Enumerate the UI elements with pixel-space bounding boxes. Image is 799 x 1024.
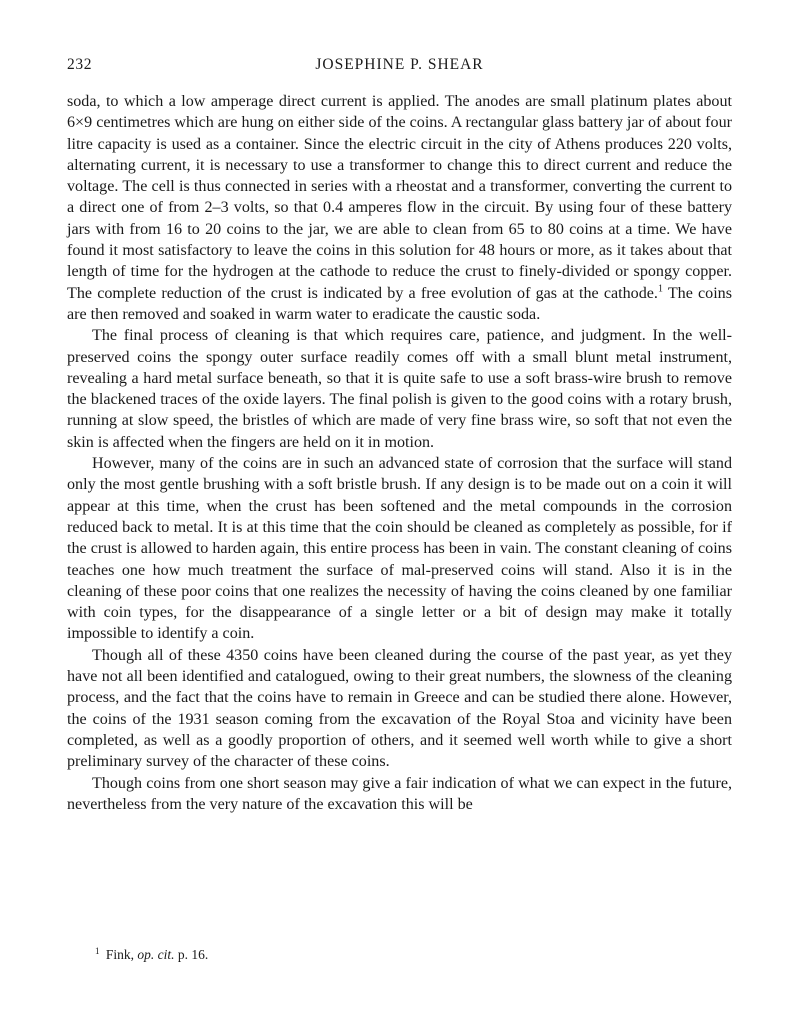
footnote — [95, 946, 208, 964]
page-number: 232 — [67, 56, 93, 73]
footnote-reference[interactable]: 1 — [657, 283, 663, 295]
paragraph-4: Though all of these 4350 coins have been cleaned during the course of the past year, as yet they have not all been identified and catalogued, owing to their great numbers, the slowness of the cleaning process, and the fact that the coins have to remain in Greece and can be studied there alone. However, the coins of the 1931 season coming from the excavation of the Royal Stoa and vicinity have been completed, as well as a goodly proportion of others, and it seemed well worth while to give a short preliminary survey of the character of these coins. — [67, 646, 732, 771]
footnote-citation: op. cit. — [137, 947, 175, 962]
running-head: JOSEPHINE P. SHEAR — [315, 56, 484, 73]
paragraph-1 — [67, 91, 732, 325]
paragraph-text-continued: The coins are then removed and soaked in warm water to eradicate the caustic soda. — [67, 284, 732, 323]
paragraph-2: The final process of cleaning is that which requires care, patience, and judgment. In the well-preserved coins the spongy outer surface readily comes off with a small blunt metal instrument, revealing a hard metal surface beneath, so that it is quite safe to use a soft brass-wire brush to remove the blackened traces of the oxide layers. The final polish is given to the good coins with a rotary brush, running at slow speed, the bristles of which are made of very fine brass wire, so soft that not even the skin is affected when the fingers are held on it in motion. — [67, 327, 732, 451]
footnote-mark: 1 — [95, 945, 100, 956]
body-text — [67, 91, 732, 815]
paragraph-text: soda, to which a low amperage direct current is applied. The anodes are small platinum plates about 6×9 centimetres which are hung on either side of the coins. A rectangular glass battery jar of about four litre capacity is used as a container. Since the electric circuit in the city of Athens produces 220 volts, alternating current, it is necessary to use a transformer to change this to direct current and reduce the voltage. The cell is thus connected in series with a rheostat and a transformer, converting the current to a direct one of from 2–3 volts, so that 0.4 amperes flow in the circuit. By using four of these battery jars with from 16 to 20 coins to the jar, we are able to clean from 65 to 80 coins at a time. We have found it most satisfactory to leave the coins in this solution for 48 hours or more, as it takes about that length of time for the hydrogen at the cathode to reduce the crust to finely-divided or spongy copper. The complete reduction of the crust is indicated by a free evolution of gas at the cathode. — [67, 93, 732, 302]
paragraph-3: However, many of the coins are in such an advanced state of corrosion that the surface will stand only the most gentle brushing with a soft bristle brush. If any design is to be made out on a coin it will appear at this time, when the crust has been softened and the metal compounds in the corrosion reduced back to metal. It is at this time that the coin should be cleaned as completely as possible, for if the crust is allowed to harden again, this entire process has been in vain. The constant cleaning of coins teaches one how much treatment the surface of mal-preserved coins will stand. Also it is in the cleaning of these poor coins that one realizes the necessity of having the coins cleaned by one familiar with coin types, for the disappearance of a single letter or a bit of design may make it totally impossible to identify a coin. — [67, 455, 732, 643]
page-header — [67, 52, 732, 78]
footnote-page: p. 16. — [177, 947, 209, 962]
page — [67, 52, 732, 815]
footnote-author: Fink, — [105, 947, 135, 962]
paragraph-5: Though coins from one short season may give a fair indication of what we can expect in the future, nevertheless from the very nature of the excavation this will be — [67, 774, 732, 813]
